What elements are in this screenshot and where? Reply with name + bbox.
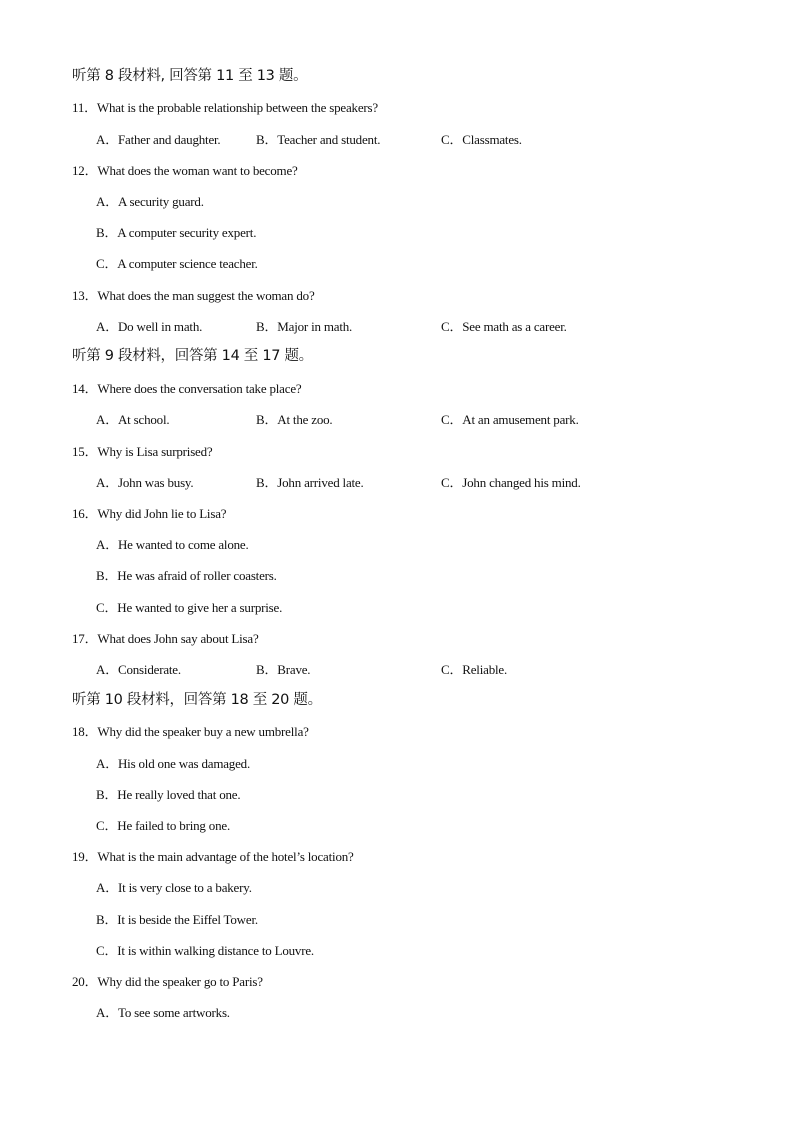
option-row (0, 662, 794, 678)
option-c: C．He failed to bring one. (96, 818, 230, 833)
question-stem: 20．Why did the speaker go to Paris? (72, 974, 263, 989)
option-a: A．Do well in math. (96, 319, 203, 334)
option-c: C．He wanted to give her a surprise. (96, 600, 283, 615)
option-a: A．John was busy. (96, 475, 194, 490)
option-a: A．It is very close to a bakery. (96, 880, 252, 895)
question-stem: 12．What does the woman want to become? (72, 163, 298, 178)
option-c: C．John changed his mind. (441, 475, 581, 490)
question-stem: 19．What is the main advantage of the hotel’s location? (72, 849, 354, 864)
option-b: B．Teacher and student. (256, 132, 381, 147)
question-stem: 16．Why did John lie to Lisa? (72, 506, 227, 521)
option-b: B．John arrived late. (256, 475, 364, 490)
question-stem: 15．Why is Lisa surprised? (72, 444, 213, 459)
question-stem: 14．Where does the conversation take place? (72, 381, 302, 396)
option-c: C．It is within walking distance to Louvre. (96, 943, 314, 958)
option-row (0, 412, 794, 428)
option-c: C．Classmates. (441, 132, 522, 147)
question-stem: 17．What does John say about Lisa? (72, 631, 259, 646)
section-heading: 听第 10 段材料，回答第 18 至 20 题。 (72, 692, 322, 708)
question-stem: 18．Why did the speaker buy a new umbrella? (72, 724, 309, 739)
question-stem: 13．What does the man suggest the woman do? (72, 288, 315, 303)
option-c: C．At an amusement park. (441, 412, 579, 427)
question-stem: 11．What is the probable relationship between the speakers? (72, 100, 378, 115)
option-c: C．See math as a career. (441, 319, 567, 334)
option-a: A．A security guard. (96, 194, 204, 209)
option-a: A．Considerate. (96, 662, 181, 677)
option-a: A．Father and daughter. (96, 132, 221, 147)
option-a: A．To see some artworks. (96, 1005, 230, 1020)
option-row (0, 475, 794, 491)
option-a: A．At school. (96, 412, 170, 427)
option-c: C．Reliable. (441, 662, 508, 677)
option-a: A．His old one was damaged. (96, 756, 251, 771)
section-heading: 听第 8 段材料, 回答第 11 至 13 题。 (72, 68, 308, 84)
option-c: C．A computer science teacher. (96, 256, 258, 271)
option-row (0, 319, 794, 335)
option-b: B．He really loved that one. (96, 787, 241, 802)
option-row (0, 132, 794, 148)
option-a: A．He wanted to come alone. (96, 537, 249, 552)
section-heading: 听第 9 段材料，回答第 14 至 17 题。 (72, 348, 313, 364)
option-b: B．He was afraid of roller coasters. (96, 568, 277, 583)
option-b: B．Major in math. (256, 319, 353, 334)
option-b: B．At the zoo. (256, 412, 333, 427)
option-b: B．It is beside the Eiffel Tower. (96, 912, 258, 927)
option-b: B．A computer security expert. (96, 225, 257, 240)
option-b: B．Brave. (256, 662, 311, 677)
